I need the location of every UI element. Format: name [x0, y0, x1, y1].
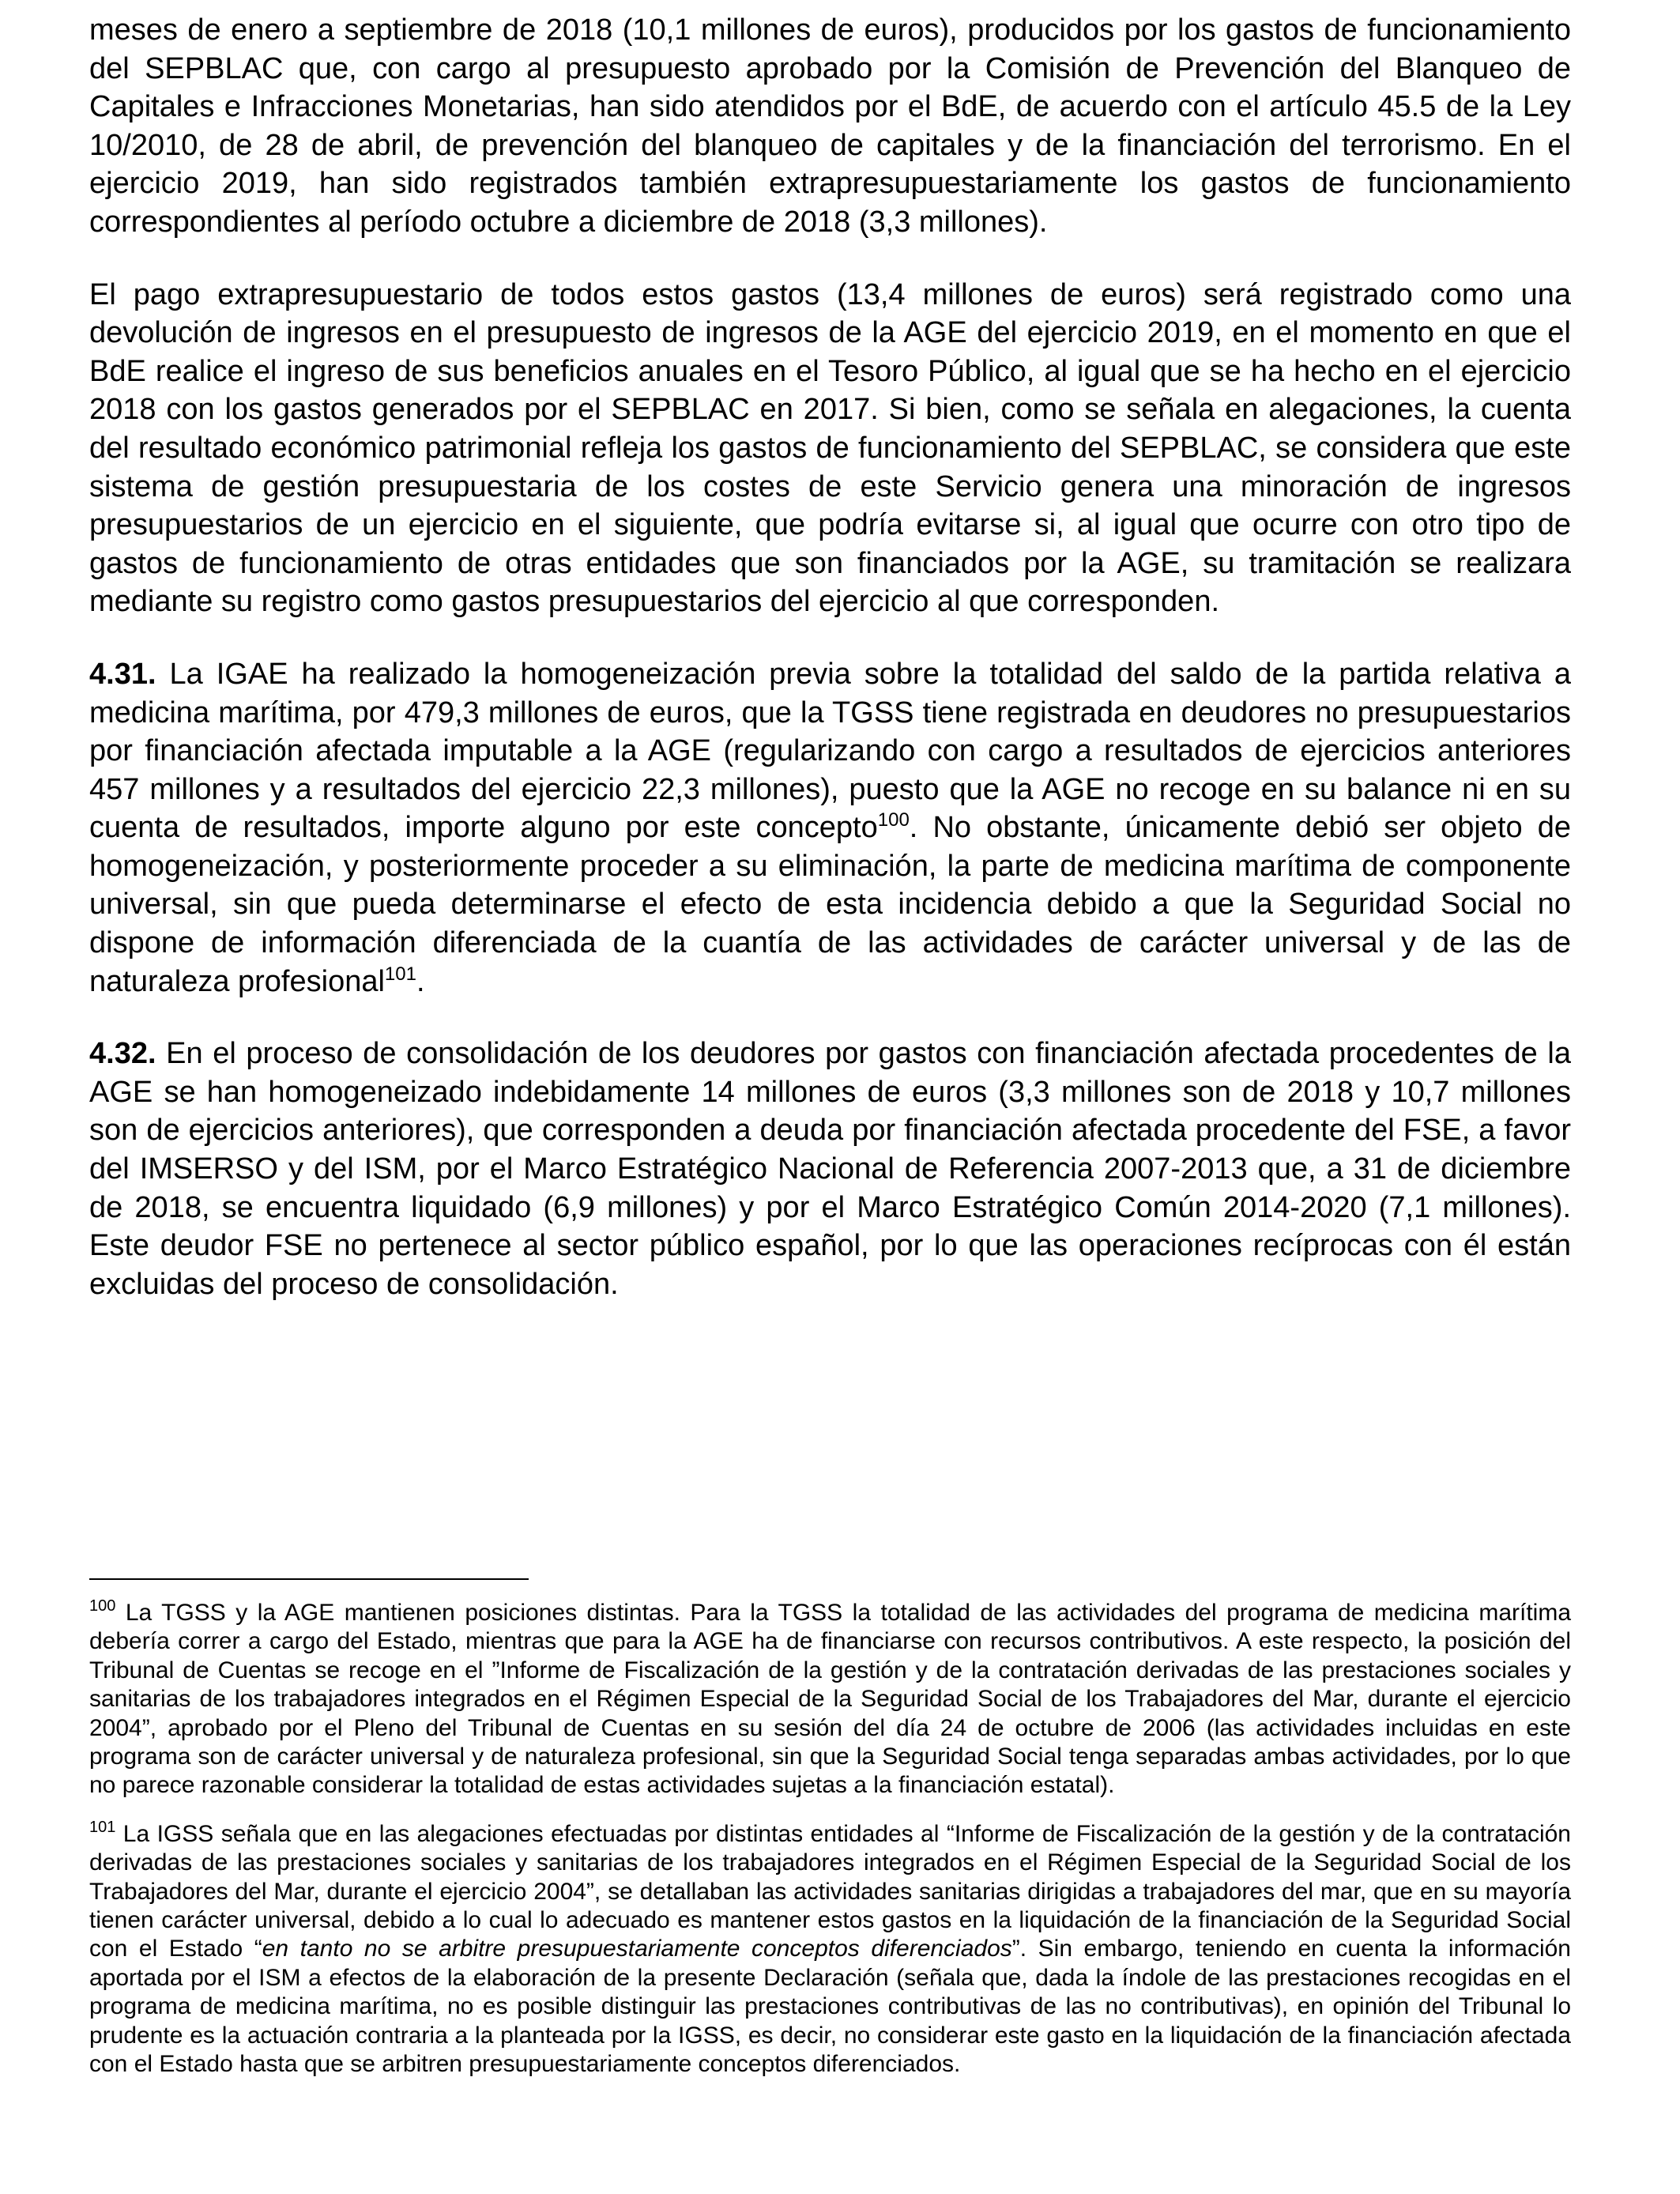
- footnote-reference-101[interactable]: 101: [384, 963, 416, 985]
- footnote-text: La IGSS señala que en las alegaciones efectuadas por distintas entidades al “Informe de Fiscalización de la gestión y de la contratación derivadas de las prestaciones sociales y sanitarias de los trabajadores integrados en el Régimen Especial de la Seguridad Social de los Trabajadores del Mar, durante el ejercicio 2004”, se detallaban las actividades sanitarias dirigidas a trabajadores del mar, que en su mayoría tienen carácter universal, debido a lo cual lo adecuado es mantener estos gastos en la liquidación de la financiación de la Seguridad Social con el Estado “: [89, 1820, 1571, 1962]
- paragraph-4-32: [89, 1035, 1571, 1303]
- paragraph-number: 4.32.: [89, 1037, 156, 1071]
- paragraph-text: .: [416, 964, 425, 998]
- paragraph-extrabudgetary-payment: El pago extrapresupuestario de todos estos gastos (13,4 millones de euros) será registrado como una devolución de ingresos en el presupuesto de ingresos de la AGE del ejercicio 2019, en el momento en que el BdE realice el ingreso de sus beneficios anuales en el Tesoro Público, al igual que se ha hecho en el ejercicio 2018 con los gastos generados por el SEPBLAC en 2017. Si bien, como se señala en alegaciones, la cuenta del resultado económico patrimonial refleja los gastos de funcionamiento del SEPBLAC, se considera que este sistema de gestión presupuestaria de los costes de este Servicio genera una minoración de ingresos presupuestarios de un ejercicio en el siguiente, que podría evitarse si, al igual que ocurre con otro tipo de gastos de funcionamiento de otras entidades que son financiados por la AGE, su tramitación se realizara mediante su registro como gastos presupuestarios del ejercicio al que corresponden.: [89, 277, 1571, 619]
- footnote-separator: [89, 1578, 529, 1580]
- footnote-text: La TGSS y la AGE mantienen posiciones distintas. Para la TGSS la totalidad de las actividades del programa de medicina marítima debería correr a cargo del Estado, mientras que para la AGE ha de financiarse con recursos contributivos. A este respecto, la posición del Tribunal de Cuentas se recoge en el ”Informe de Fiscalización de la gestión y de la contratación derivadas de las prestaciones sociales y sanitarias de los trabajadores integrados en el Régimen Especial de la Seguridad Social de los Trabajadores del Mar, durante el ejercicio 2004”, aprobado por el Pleno del Tribunal de Cuentas en su sesión del día 24 de octubre de 2006 (las actividades incluidas en este programa son de carácter universal y de naturaleza profesional, sin que la Seguridad Social tenga separadas ambas actividades, por lo que no parece razonable considerar la totalidad de estas actividades sujetas a la financiación estatal).: [89, 1600, 1571, 1799]
- document-body: [89, 11, 1571, 1303]
- footnote-mark: 101: [89, 1818, 116, 1836]
- footnote-101: [89, 1820, 1571, 2079]
- footnote-100: [89, 1599, 1571, 1800]
- paragraph-sepblac-costs: meses de enero a septiembre de 2018 (10,1 millones de euros), producidos por los gastos de funcionamiento del SEPBLAC que, con cargo al presupuesto aprobado por la Comisión de Prevención del Blanqueo de Capitales e Infracciones Monetarias, han sido atendidos por el BdE, de acuerdo con el artículo 45.5 de la Ley 10/2010, de 28 de abril, de prevención del blanqueo de capitales y de la financiación del terrorismo. En el ejercicio 2019, han sido registrados también extrapresupuestariamente los gastos de funcionamiento correspondientes al período octubre a diciembre de 2018 (3,3 millones).: [89, 13, 1571, 239]
- paragraph-4-31: [89, 655, 1571, 1001]
- footnote-reference-100[interactable]: 100: [877, 809, 910, 831]
- footnote-mark: 100: [89, 1597, 116, 1615]
- footnotes-section: [89, 1599, 1571, 2079]
- paragraph-text: La IGAE ha realizado la homogeneización previa sobre la totalidad del saldo de la partida relativa a medicina marítima, por 479,3 millones de euros, que la TGSS tiene registrada en deudores no presupuestarios por financiación afectada imputable a la AGE (regularizando con cargo a resultados de ejercicios anteriores 457 millones y a resultados del ejercicio 22,3 millones), puesto que la AGE no recoge en su balance ni en su cuenta de resultados, importe alguno por este concepto: [89, 657, 1571, 845]
- paragraph-number: 4.31.: [89, 657, 156, 691]
- paragraph-text: . No obstante, únicamente debió ser objeto de homogeneización, y posteriormente proceder a su eliminación, la parte de medicina marítima de componente universal, sin que pueda determinarse el efecto de esta incidencia debido a que la Seguridad Social no dispone de información diferenciada de la cuantía de las actividades de carácter universal y de las de naturaleza profesional: [89, 811, 1571, 998]
- footnote-text: ”. Sin embargo, teniendo en cuenta la información aportada por el ISM a efectos de la elaboración de la presente Declaración (señala que, dada la índole de las prestaciones recogidas en el programa de medicina marítima, no es posible distinguir las prestaciones contributivas de las no contributivas), en opinión del Tribunal lo prudente es la actuación contraria a la planteada por la IGSS, es decir, no considerar este gasto en la liquidación de la financiación afectada con el Estado hasta que se arbitren presupuestariamente conceptos diferenciados.: [89, 1936, 1571, 2078]
- footnote-quote: en tanto no se arbitre presupuestariamente conceptos diferenciados: [262, 1936, 1012, 1962]
- paragraph-text: En el proceso de consolidación de los deudores por gastos con financiación afectada procedentes de la AGE se han homogeneizado indebidamente 14 millones de euros (3,3 millones son de 2018 y 10,7 millones son de ejercicios anteriores), que corresponden a deuda por financiación afectada procedente del FSE, a favor del IMSERSO y del ISM, por el Marco Estratégico Nacional de Referencia 2007-2013 que, a 31 de diciembre de 2018, se encuentra liquidado (6,9 millones) y por el Marco Estratégico Común 2014-2020 (7,1 millones). Este deudor FSE no pertenece al sector público español, por lo que las operaciones recíprocas con él están excluidas del proceso de consolidación.: [89, 1037, 1571, 1301]
